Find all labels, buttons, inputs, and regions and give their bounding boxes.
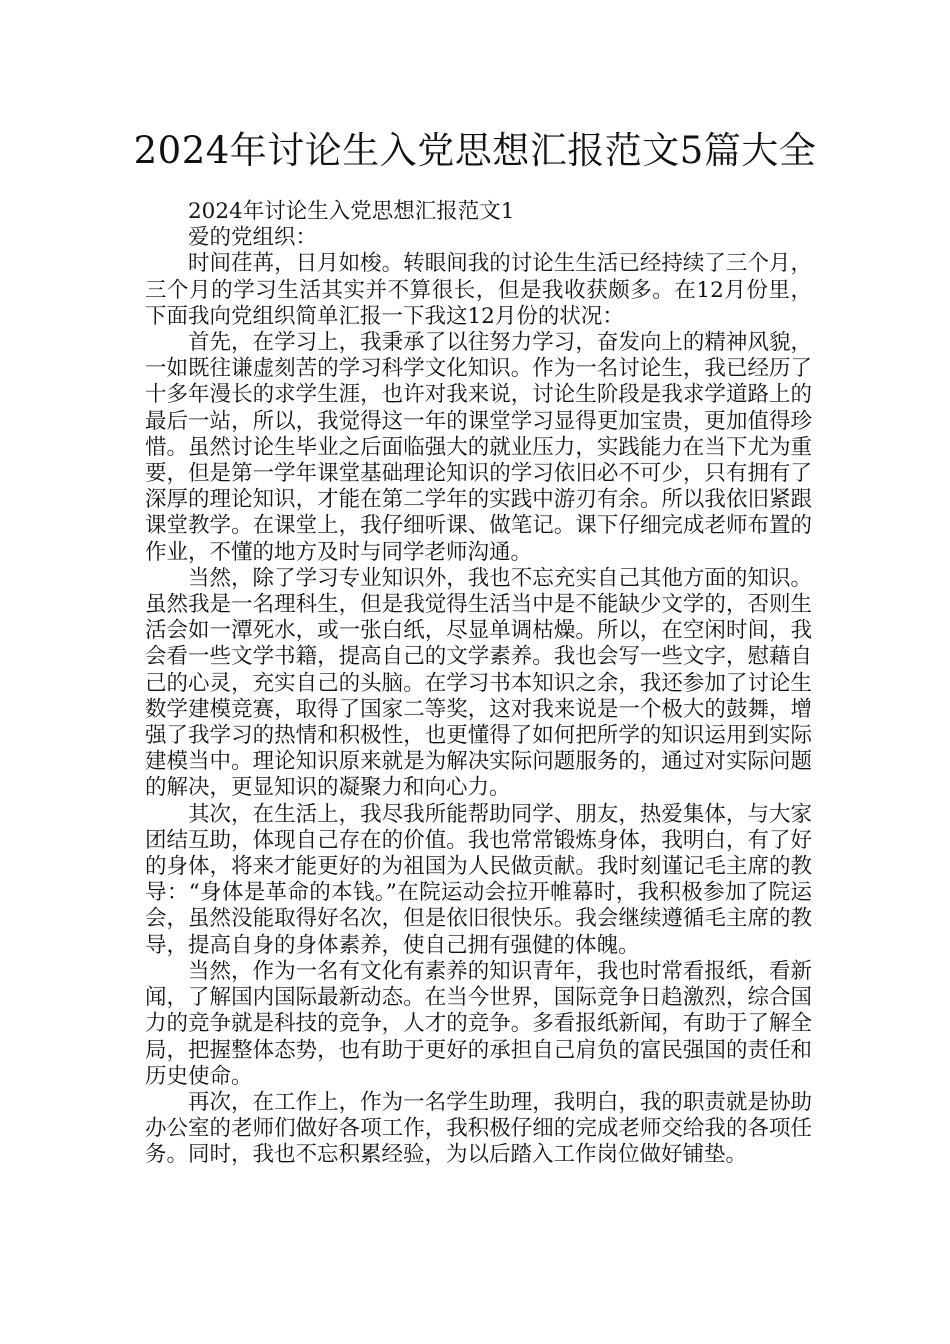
section-heading: 2024年讨论生入党思想汇报范文1 — [188, 199, 515, 224]
paragraph-3: 当然，除了学习专业知识外，我也不忘充实自己其他方面的知识。虽然我是一名理科生，但是我觉得生活当中是不能缺少文学的，否则生活会如一潭死水，或一张白纸，尽显单调枯燥。所以，在空闲时间，我会看一些文学书籍，提高自己的文学素养。我也会写一些文字，慰藉自己的心灵，充实自己的头脑。在学习书本知识之余，我还参加了讨论生数学建模竞赛，取得了国家二等奖，这对我来说是一个极大的鼓舞，增强了我学习的热情和积极性，也更懂得了如何把所学的知识运用到实际建模当中。理论知识原来就是为解决实际问题服务的，通过对实际问题的解决，更显知识的凝聚力和向心力。 — [145, 565, 812, 801]
document-body — [145, 199, 812, 1169]
salutation: 爱的党组织： — [188, 225, 318, 251]
paragraph-1: 时间荏苒，日月如梭。转眼间我的讨论生生活已经持续了三个月，三个月的学习生活其实并不算很长，但是我收获颇多。在12月份里，下面我向党组织简单汇报一下我这12月份的状况： — [145, 251, 812, 329]
document-title: 2024年讨论生入党思想汇报范文5篇大全 — [133, 129, 817, 172]
paragraph-5: 当然，作为一名有文化有素养的知识青年，我也时常看报纸，看新闻，了解国内国际最新动态。在当今世界，国际竞争日趋激烈，综合国力的竞争就是科技的竞争，人才的竞争。多看报纸新闻，有助于了解全局，把握整体态势，也有助于更好的承担自己肩负的富民强国的责任和历史使命。 — [145, 958, 812, 1089]
paragraph-6: 再次，在工作上，作为一名学生助理，我明白，我的职责就是协助办公室的老师们做好各项工作，我积极仔细的完成老师交给我的各项任务。同时，我也不忘积累经验，为以后踏入工作岗位做好铺垫。 — [145, 1089, 812, 1168]
paragraph-4: 其次，在生活上，我尽我所能帮助同学、朋友，热爱集体，与大家团结互助，体现自己存在的价值。我也常常锻炼身体，我明白，有了好的身体，将来才能更好的为祖国为人民做贡献。我时刻谨记毛主席的教导：“身体是革命的本钱。”在院运动会拉开帷幕时，我积极参加了院运会，虽然没能取得好名次，但是依旧很快乐。我会继续遵循毛主席的教导，提高自身的身体素养，使自己拥有强健的体魄。 — [145, 801, 812, 958]
paragraph-2: 首先，在学习上，我秉承了以往努力学习，奋发向上的精神风貌，一如既往谦虚刻苦的学习科学文化知识。作为一名讨论生，我已经历了十多年漫长的求学生涯，也许对我来说，讨论生阶段是我求学道路上的最后一站，所以，我觉得这一年的课堂学习显得更加宝贵，更加值得珍惜。虽然讨论生毕业之后面临强大的就业压力，实践能力在当下尤为重要，但是第一学年课堂基础理论知识的学习依旧必不可少，只有拥有了深厚的理论知识，才能在第二学年的实践中游刃有余。所以我依旧紧跟课堂教学。在课堂上，我仔细听课、做笔记。课下仔细完成老师布置的作业，不懂的地方及时与同学老师沟通。 — [145, 330, 812, 565]
